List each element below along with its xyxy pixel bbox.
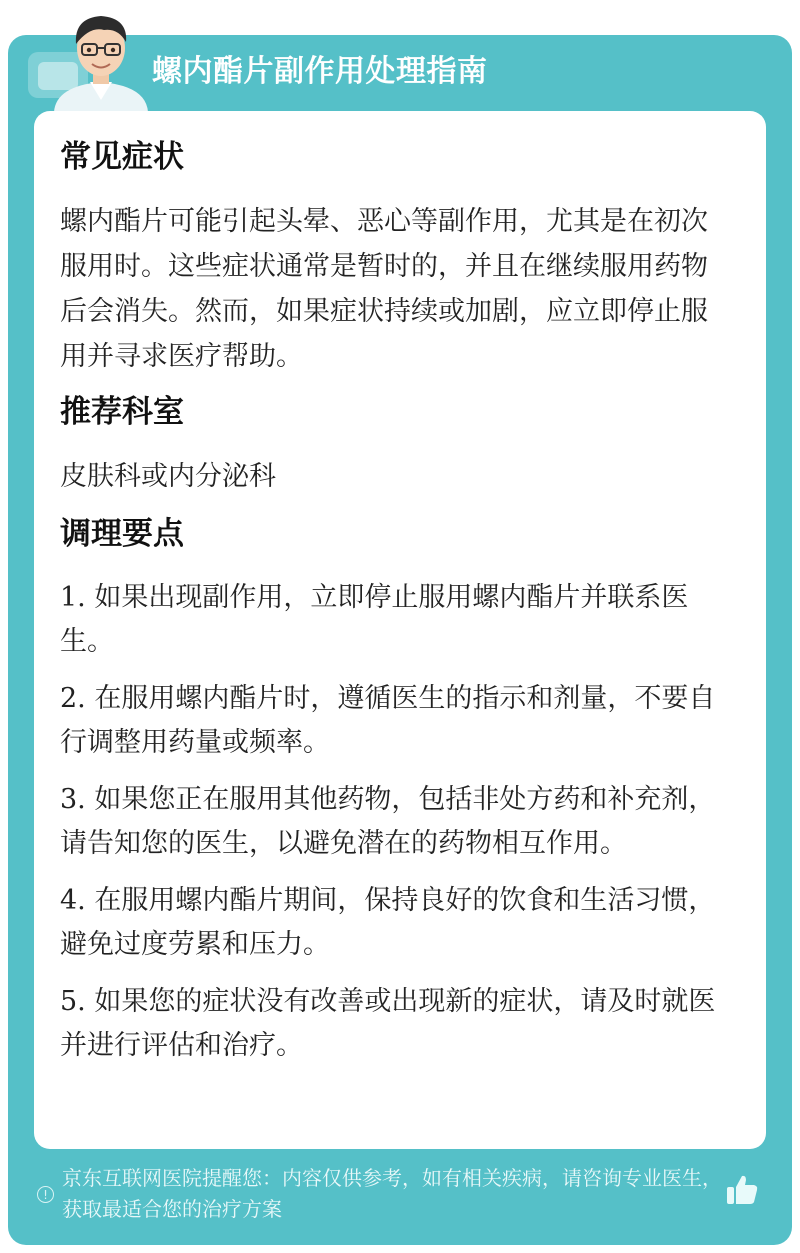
thumbs-up-icon[interactable] [724,1172,760,1208]
page-title: 螺内酯片副作用处理指南 [152,54,488,89]
list-item: 1. 如果出现副作用，立即停止服用螺内酯片并联系医生。 [60,582,689,657]
info-icon: ! [37,1186,54,1203]
doctor-avatar [46,8,156,112]
department-text: 皮肤科或内分泌科 [60,461,276,492]
list-item: 2. 在服用螺内酯片时，遵循医生的指示和剂量，不要自行调整用药量或频率。 [60,683,716,758]
department-heading: 推荐科室 [60,394,184,430]
symptoms-text: 螺内酯片可能引起头晕、恶心等副作用，尤其是在初次服用时。这些症状通常是暂时的，并且在继续服用药物后会消失。然而，如果症状持续或加剧，应立即停止服用并寻求医疗帮助。 [60,206,708,372]
content-card [34,111,766,1149]
care-list [60,576,732,1081]
list-item: 4. 在服用螺内酯片期间，保持良好的饮食和生活习惯，避免过度劳累和压力。 [60,885,716,960]
list-item: 3. 如果您正在服用其他药物，包括非处方药和补充剂，请告知您的医生，以避免潜在的药物相互作用。 [60,784,716,859]
care-heading: 调理要点 [60,516,184,552]
list-item: 5. 如果您的症状没有改善或出现新的症状，请及时就医并进行评估和治疗。 [60,986,716,1061]
symptoms-heading: 常见症状 [60,139,184,175]
footer-disclaimer: 京东互联网医院提醒您：内容仅供参考，如有相关疾病，请咨询专业医生，获取最适合您的治疗方案 [62,1166,722,1221]
